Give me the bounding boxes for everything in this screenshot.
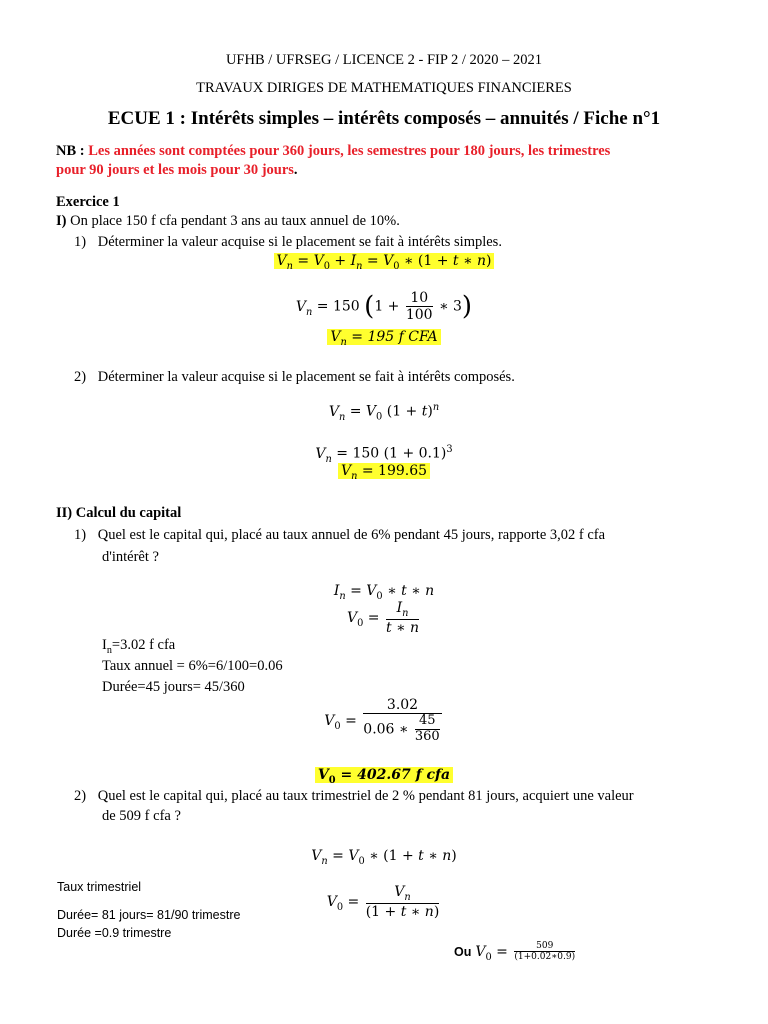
header-line-1: UFHB / UFRSEG / LICENCE 2 - FIP 2 / 2020 – 2021 — [225, 52, 543, 68]
nb-period: . — [293, 162, 298, 178]
formula-capital-2: $V_0$ = $\frac{V_n}{(1 + t ∗ n)}$ — [326, 884, 440, 921]
p2-q2-text-2: de 509 f cfa ? — [102, 808, 181, 824]
formula-simple-calc: $V_n = 150$ (1 + $\frac{10}{100}$ ∗ 3) — [295, 290, 473, 324]
p2-q1-result: $V_0 = 402.67$ f cfa — [0, 767, 768, 786]
nb-label: NB : — [56, 143, 85, 159]
nb-text-2: pour 90 jours et les mois pour 30 jours — [56, 162, 294, 178]
nb-line-2 — [56, 162, 298, 179]
data-interest: $I_n=3.02$ f cfa — [102, 637, 176, 656]
nb-text-1: Les années sont comptées pour 360 jours, les semestres pour 180 jours, les trimestres — [88, 143, 611, 159]
formula-simple-interest: $V_n = V_0 + I_n = V_0$ ∗ (1 + t ∗ n) — [0, 253, 768, 272]
data-interest-value: =3.02 f cfa — [111, 637, 176, 653]
part1-label: I) — [56, 213, 67, 229]
p2-q1-text-2: d'intérêt ? — [102, 549, 159, 565]
q2-result: $V_n = 199.65$ — [0, 463, 768, 482]
exercise-title: Exercice 1 — [56, 194, 120, 210]
p2-q1-result-value: 402.67 f cfa — [357, 767, 451, 783]
formula-interest: $I_n = V_0$ ∗ t ∗ n — [333, 583, 435, 602]
p2-q2-text-1: Quel est le capital qui, placé au taux trimestriel de 2 % pendant 81 jours, acquiert une valeur — [97, 788, 634, 804]
part1-q2 — [74, 369, 515, 386]
part1-q1 — [74, 234, 502, 251]
q2-result-value: 199.65 — [378, 463, 428, 479]
formula-compound-interest: $V_n = V_0$ $(1 + t)^n$ — [328, 402, 440, 423]
formula-capital-calc-2: Ou $V_0$ = $\frac{509}{(1+0.02∗0.9)}$ — [454, 941, 576, 963]
q1-number: 1) — [74, 234, 87, 250]
p2-q1-text-1: Quel est le capital qui, placé au taux annuel de 6% pendant 45 jours, rapporte 3,02 f cfa — [97, 527, 606, 543]
nb-line-1 — [56, 143, 610, 160]
data-rate: Taux annuel = 6%=6/100=0.06 — [102, 658, 283, 674]
part2-heading — [56, 505, 181, 522]
page-title: ECUE 1 : Intérêts simples – intérêts composés – annuités / Fiche n°1 — [107, 108, 661, 129]
note-duration-2: Durée =0.9 trimestre — [57, 926, 172, 940]
note-quarterly-rate: Taux trimestriel — [57, 880, 142, 894]
part2-q2 — [74, 788, 634, 805]
data-duration: Durée=45 jours= 45/360 — [102, 679, 245, 695]
q1-text: Déterminer la valeur acquise si le placement se fait à intérêts simples. — [97, 234, 502, 250]
formula-capital-calc: $V_0$ = 3.02 0.06 ∗ $\frac{45}{360}$ — [324, 697, 440, 745]
p2-q2-number: 2) — [74, 788, 87, 804]
formula-compound-calc: $V_n = 150$ $(1 + 0.1)^3$ — [315, 444, 453, 465]
part1-statement — [56, 213, 400, 230]
formula-capital: $V_0$ = $\frac{I_n}{t ∗ n}$ — [346, 600, 420, 637]
q1-result: $V_n = 195$ f CFA — [0, 329, 768, 348]
ou-label: Ou — [454, 944, 472, 959]
part2-title: Calcul du capital — [75, 505, 182, 521]
p2-q1-number: 1) — [74, 527, 87, 543]
q2-text: Déterminer la valeur acquise si le placement se fait à intérêts composés. — [97, 369, 515, 385]
q1-result-value: 195 f CFA — [367, 329, 438, 345]
note-duration-1: Durée= 81 jours= 81/90 trimestre — [57, 908, 241, 922]
header-line-2: TRAVAUX DIRIGES DE MATHEMATIQUES FINANCIERES — [196, 80, 572, 96]
q2-number: 2) — [74, 369, 87, 385]
part1-text: On place 150 f cfa pendant 3 ans au taux annuel de 10%. — [70, 213, 400, 229]
part2-q1 — [74, 527, 605, 544]
formula-acquired-value: $V_n = V_0$ ∗ (1 + t ∗ n) — [311, 848, 457, 867]
part2-label: II) — [56, 505, 73, 521]
